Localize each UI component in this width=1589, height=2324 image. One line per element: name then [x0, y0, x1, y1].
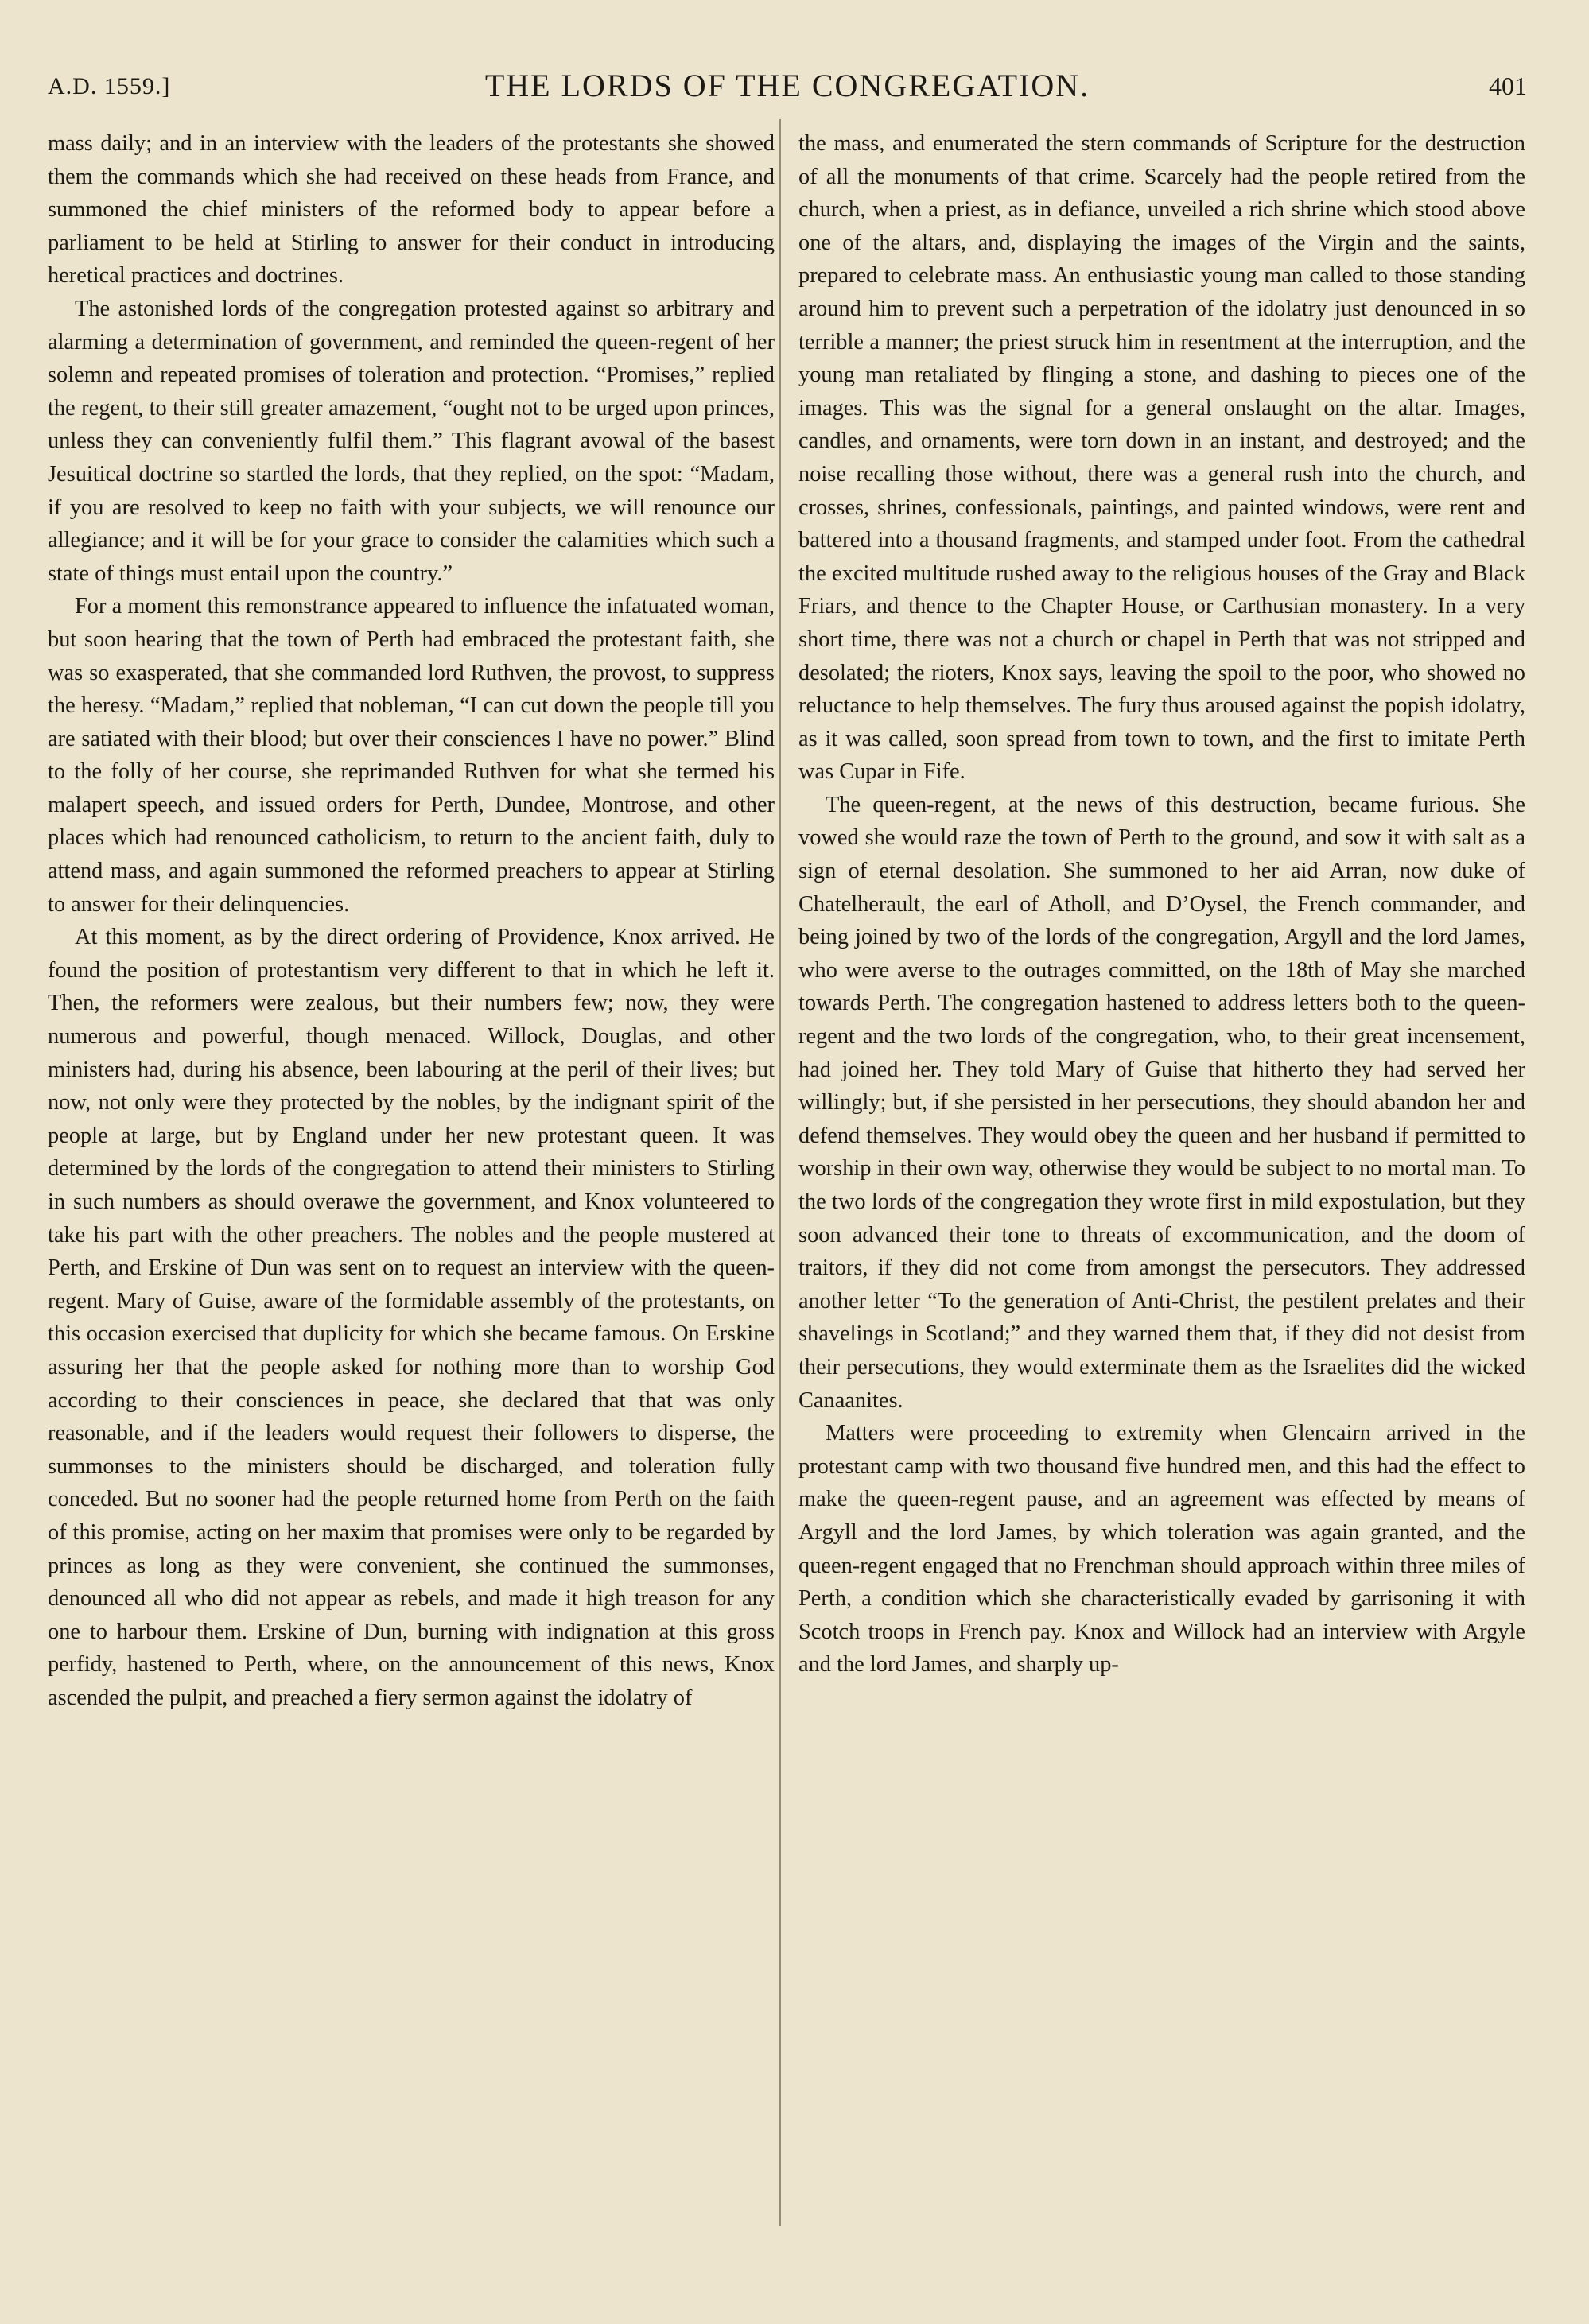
- paragraph: The queen-regent, at the news of this destruction, became furious. She vowed she would raze the town of Perth to the ground, and sow it with salt as a sign of eternal desolation. She summoned to her aid Arran, now duke of Chatelherault, the earl of Atholl, and D’Oysel, the French commander, and being joined by two of the lords of the congregation, Argyll and the lord James, who were averse to the outrages committed, on the 18th of May she marched towards Perth. The congregation hastened to address letters both to the queen-regent and the two lords of the congregation, who, to their great incensement, had joined her. They told Mary of Guise that hitherto they had served her willingly; but, if she persisted in her persecutions, they should abandon her and defend themselves. They would obey the queen and her husband if permitted to worship in their own way, otherwise they would be subject to no mortal man. To the two lords of the congregation they wrote first in mild expostulation, but they soon advanced their tone to threats of excommunication, and the doom of traitors, if they did not come from amongst the persecutors. They addressed another letter “To the generation of Anti-Christ, the pestilent prelates and their shavelings in Scotland;” and they warned them that, if they did not desist from their persecutions, they would exterminate them as the Israelites did the wicked Canaanites.: [798, 792, 1525, 1413]
- paragraph: Matters were proceeding to extremity when Glencairn arrived in the protestant camp with two thousand five hundred men, and this had the effect to make the queen-regent pause, and an agreement was effected by means of Argyll and the lord James, by which toleration was again granted, and the queen-regent engaged that no Frenchman should approach within three miles of Perth, a condition which she characteristically evaded by garrisoning it with Scotch troops in French pay. Knox and Willock had an interview with Argyle and the lord James, and sharply up-: [798, 1421, 1525, 1678]
- column-divider: [779, 119, 781, 2226]
- right-column: [798, 127, 1525, 1682]
- paragraph: mass daily; and in an interview with the leaders of the protestants she showed them the commands which she had received on these heads from France, and summoned the chief ministers of the reformed body to appear before a parliament to be held at Stirling to answer for their conduct in introducing heretical practices and doctrines.: [48, 131, 775, 289]
- paragraph: The astonished lords of the congregation protested against so arbitrary and alarming a determination of government, and reminded the queen-regent of her solemn and repeated promises of toleration and protection. “Promises,” replied the regent, to their still greater amazement, “ought not to be urged upon princes, unless they can conveniently fulfil them.” This flagrant avowal of the basest Jesuitical doctrine so startled the lords, that they replied, on the spot: “Madam, if you are resolved to keep no faith with your subjects, we will renounce our allegiance; and it will be for your grace to consider the calamities which such a state of things must entail upon the country.”: [48, 296, 775, 586]
- header-title: THE LORDS OF THE CONGREGATION.: [484, 68, 1090, 103]
- left-column: [48, 127, 775, 1715]
- paragraph: For a moment this remonstrance appeared to influence the infatuated woman, but soon hearing that the town of Perth had embraced the protestant faith, she was so exasperated, that she commanded lord Ruthven, the provost, to suppress the heresy. “Madam,” replied that nobleman, “I can cut down the people till you are satiated with their blood; but over their consciences I have no power.” Blind to the folly of her course, she reprimanded Ruthven for what she termed his malapert speech, and issued orders for Perth, Dundee, Montrose, and other places which had renounced catholicism, to return to the ancient faith, duly to attend mass, and again summoned the reformed preachers to appear at Stirling to answer for their delinquencies.: [48, 594, 775, 917]
- paragraph: the mass, and enumerated the stern commands of Scripture for the destruction of all the monuments of that crime. Scarcely had the people retired from the church, when a priest, as in defiance, unveiled a rich shrine which stood above one of the altars, and, displaying the images of the Virgin and the saints, prepared to celebrate mass. An enthusiastic young man called to those standing around him to prevent such a perpetration of the idolatry just denounced in so terrible a manner; the priest struck him in resentment at the interruption, and the young man retaliated by flinging a stone, and dashing to pieces one of the images. This was the signal for a general onslaught on the altar. Images, candles, and ornaments, were torn down in an instant, and destroyed; and the noise recalling those without, there was a general rush into the church, and crosses, shrines, confessionals, paintings, and painted windows, were rent and battered into a thousand fragments, and stamped under foot. From the cathedral the excited multitude rushed away to the religious houses of the Gray and Black Friars, and thence to the Chapter House, or Carthusian monastery. In a very short time, there was not a church or chapel in Perth that was not stripped and desolated; the rioters, Knox says, leaving the spoil to the poor, who showed no reluctance to help themselves. The fury thus aroused against the popish idolatry, as it was called, soon spread from town to town, and the first to imitate Perth was Cupar in Fife.: [798, 131, 1525, 785]
- header-date: A.D. 1559.]: [48, 73, 171, 99]
- page-number: 401: [1489, 72, 1527, 100]
- running-header: [48, 60, 1527, 108]
- paragraph: At this moment, as by the direct ordering of Providence, Knox arrived. He found the position of protestantism very different to that in which he left it. Then, the reformers were zealous, but their numbers few; now, they were numerous and powerful, though menaced. Willock, Douglas, and other ministers had, during his absence, been labouring at the peril of their lives; but now, not only were they protected by the nobles, by the indignant spirit of the people at large, but by England under her new protestant queen. It was determined by the lords of the congregation to attend their ministers to Stirling in such numbers as should overawe the government, and Knox volunteered to take his part with the other preachers. The nobles and the people mustered at Perth, and Erskine of Dun was sent on to request an interview with the queen-regent. Mary of Guise, aware of the formidable assembly of the protestants, on this occasion exercised that duplicity for which she became famous. On Erskine assuring her that the people asked for nothing more than to worship God according to their consciences in peace, she declared that that was only reasonable, and if the leaders would request their followers to disperse, the summonses to the ministers should be discharged, and toleration fully conceded. But no sooner had the people returned home from Perth on the faith of this promise, acting on her maxim that promises were only to be regarded by princes as long as they were convenient, she continued the summonses, denounced all who did not appear as rebels, and made it high treason for any one to harbour them. Erskine of Dun, burning with indignation at this gross perfidy, hastened to Perth, where, on the announcement of this news, Knox ascended the pulpit, and preached a fiery sermon against the idolatry of: [48, 925, 775, 1710]
